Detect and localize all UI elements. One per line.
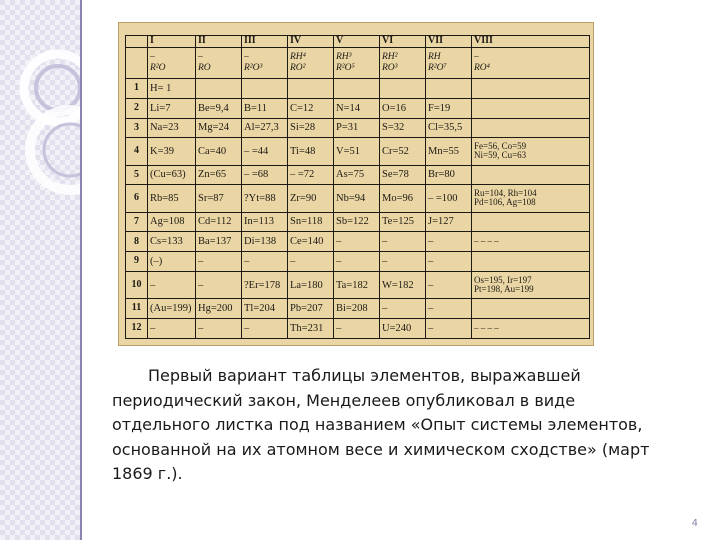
table-row <box>126 232 590 252</box>
element-cell: Os=195, Ir=197 Pt=198, Au=199 <box>472 272 590 299</box>
element-cell: – <box>380 252 426 272</box>
table-row <box>126 252 590 272</box>
row-number-cell: 11 <box>126 299 148 319</box>
element-cell: Fe=56, Co=59 Ni=59, Cu=63 <box>472 138 590 165</box>
table-row <box>126 138 590 165</box>
element-cell: – <box>148 272 196 299</box>
formula-cell <box>126 47 148 78</box>
element-cell: V=51 <box>334 138 380 165</box>
row-number-cell: 8 <box>126 232 148 252</box>
row-number-cell: 3 <box>126 118 148 138</box>
element-cell: (Cu=63) <box>148 165 196 185</box>
row-number-cell: 5 <box>126 165 148 185</box>
element-cell <box>472 78 590 98</box>
element-cell: (Au=199) <box>148 299 196 319</box>
column-header: I <box>148 36 196 48</box>
formula-cell: RH⁴ RO² <box>288 47 334 78</box>
element-cell: Ta=182 <box>334 272 380 299</box>
element-cell: Sb=122 <box>334 212 380 232</box>
element-cell: Se=78 <box>380 165 426 185</box>
element-cell: – <box>426 272 472 299</box>
decorative-side-band <box>0 0 82 540</box>
column-header: VIII <box>472 36 590 48</box>
row-number-cell: 7 <box>126 212 148 232</box>
element-cell: – <box>148 319 196 339</box>
table-row <box>126 165 590 185</box>
element-cell: – =68 <box>242 165 288 185</box>
element-cell <box>472 212 590 232</box>
formula-cell: – R²O³ <box>242 47 288 78</box>
element-cell: – <box>426 252 472 272</box>
element-cell: – – – – <box>472 319 590 339</box>
element-cell: – <box>380 299 426 319</box>
element-cell: Te=125 <box>380 212 426 232</box>
element-cell: Mn=55 <box>426 138 472 165</box>
element-cell: F=19 <box>426 98 472 118</box>
element-cell: Al=27,3 <box>242 118 288 138</box>
element-cell: Li=7 <box>148 98 196 118</box>
row-number-cell: 2 <box>126 98 148 118</box>
periodic-table <box>125 35 590 339</box>
element-cell: Ce=140 <box>288 232 334 252</box>
element-cell: Ag=108 <box>148 212 196 232</box>
element-cell: Ca=40 <box>196 138 242 165</box>
element-cell: H= 1 <box>148 78 196 98</box>
element-cell: Cr=52 <box>380 138 426 165</box>
table-row <box>126 118 590 138</box>
element-cell: La=180 <box>288 272 334 299</box>
formula-cell: RH³ R²O⁵ <box>334 47 380 78</box>
element-cell: N=14 <box>334 98 380 118</box>
element-cell <box>334 78 380 98</box>
element-cell: – <box>380 232 426 252</box>
element-cell: – <box>334 232 380 252</box>
element-cell <box>472 98 590 118</box>
periodic-table-image <box>118 22 594 346</box>
formula-cell: RH² RO³ <box>380 47 426 78</box>
element-cell: Ba=137 <box>196 232 242 252</box>
table-row <box>126 212 590 232</box>
row-number-cell: 6 <box>126 185 148 212</box>
table-row <box>126 319 590 339</box>
element-cell: O=16 <box>380 98 426 118</box>
element-cell <box>242 78 288 98</box>
element-cell: Ti=48 <box>288 138 334 165</box>
element-cell <box>472 299 590 319</box>
element-cell: J=127 <box>426 212 472 232</box>
element-cell: As=75 <box>334 165 380 185</box>
element-cell: U=240 <box>380 319 426 339</box>
element-cell: Hg=200 <box>196 299 242 319</box>
table-row <box>126 272 590 299</box>
element-cell <box>380 78 426 98</box>
formula-cell: – R²O <box>148 47 196 78</box>
element-cell: Mg=24 <box>196 118 242 138</box>
element-cell: Si=28 <box>288 118 334 138</box>
element-cell: ?Er=178 <box>242 272 288 299</box>
element-cell: – <box>196 272 242 299</box>
column-header: VII <box>426 36 472 48</box>
formula-cell: – RO⁴ <box>472 47 590 78</box>
element-cell <box>288 78 334 98</box>
table-row <box>126 299 590 319</box>
element-cell: Mo=96 <box>380 185 426 212</box>
element-cell: P=31 <box>334 118 380 138</box>
table-row <box>126 98 590 118</box>
element-cell: – <box>242 252 288 272</box>
element-cell: – <box>426 319 472 339</box>
formula-cell: – RO <box>196 47 242 78</box>
band-divider <box>80 0 82 540</box>
table-row <box>126 185 590 212</box>
element-cell: Cs=133 <box>148 232 196 252</box>
element-cell: ?Yt=88 <box>242 185 288 212</box>
element-cell: – <box>196 319 242 339</box>
element-cell <box>196 78 242 98</box>
element-cell <box>472 165 590 185</box>
row-number-cell: 4 <box>126 138 148 165</box>
row-number-cell: 10 <box>126 272 148 299</box>
element-cell: Ru=104, Rh=104 Pd=106, Ag=108 <box>472 185 590 212</box>
element-cell: Zn=65 <box>196 165 242 185</box>
element-cell: Pb=207 <box>288 299 334 319</box>
element-cell: (–) <box>148 252 196 272</box>
element-cell: Cl=35,5 <box>426 118 472 138</box>
element-cell: B=11 <box>242 98 288 118</box>
element-cell <box>472 252 590 272</box>
row-number-cell: 1 <box>126 78 148 98</box>
element-cell: – <box>242 319 288 339</box>
caption-text: Первый вариант таблицы элементов, выражавшей периодический закон, Менделеев опубликовал в виде отдельного листка под названием «Опыт системы элементов, основанной на их атомном весе и химическом сходстве» (март 1869 г.). <box>112 366 650 483</box>
element-cell: – <box>426 299 472 319</box>
element-cell: – <box>426 232 472 252</box>
element-cell: – =72 <box>288 165 334 185</box>
element-cell: – – – – <box>472 232 590 252</box>
formula-row <box>126 47 590 78</box>
element-cell: Na=23 <box>148 118 196 138</box>
element-cell: W=182 <box>380 272 426 299</box>
element-cell: Rb=85 <box>148 185 196 212</box>
column-header: II <box>196 36 242 48</box>
element-cell: Sn=118 <box>288 212 334 232</box>
element-cell: K=39 <box>148 138 196 165</box>
element-cell: Bi=208 <box>334 299 380 319</box>
element-cell: – =44 <box>242 138 288 165</box>
formula-cell: RH R²O⁷ <box>426 47 472 78</box>
element-cell: – <box>334 252 380 272</box>
element-cell <box>426 78 472 98</box>
column-header: III <box>242 36 288 48</box>
element-cell: – <box>288 252 334 272</box>
element-cell: Br=80 <box>426 165 472 185</box>
column-header <box>126 36 148 48</box>
column-header: V <box>334 36 380 48</box>
table-row <box>126 78 590 98</box>
table-header-row <box>126 36 590 48</box>
element-cell <box>472 118 590 138</box>
page-number: 4 <box>691 518 698 529</box>
column-header: IV <box>288 36 334 48</box>
column-header: VI <box>380 36 426 48</box>
decorative-circles <box>0 0 82 540</box>
element-cell: – <box>334 319 380 339</box>
element-cell: Th=231 <box>288 319 334 339</box>
element-cell: – =100 <box>426 185 472 212</box>
element-cell: Sr=87 <box>196 185 242 212</box>
row-number-cell: 12 <box>126 319 148 339</box>
element-cell: C=12 <box>288 98 334 118</box>
element-cell: – <box>196 252 242 272</box>
element-cell: Di=138 <box>242 232 288 252</box>
element-cell: Zr=90 <box>288 185 334 212</box>
element-cell: Cd=112 <box>196 212 242 232</box>
row-number-cell: 9 <box>126 252 148 272</box>
caption <box>112 364 672 487</box>
element-cell: In=113 <box>242 212 288 232</box>
element-cell: Nb=94 <box>334 185 380 212</box>
element-cell: Be=9,4 <box>196 98 242 118</box>
element-cell: S=32 <box>380 118 426 138</box>
element-cell: Tl=204 <box>242 299 288 319</box>
